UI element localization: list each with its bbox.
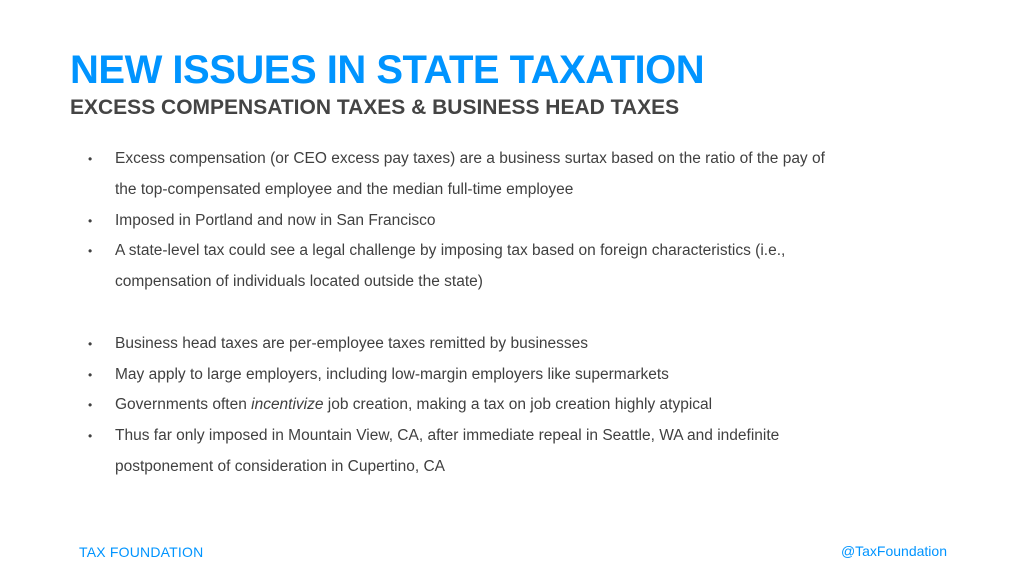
bullet-text: Excess compensation (or CEO excess pay taxes) are a business surtax based on the ratio of the pay of the top-compensated employee and the median full-time employee [115,150,825,198]
footer-handle: @TaxFoundation [840,543,947,559]
bullet-head-taxes [88,329,848,360]
bullet-text: Business head taxes are per-employee taxes remitted by businesses [115,334,588,352]
bullet-dot-icon: • [88,152,93,166]
bullet-text-after: job creation, making a tax on job creation highly atypical [323,396,713,414]
bullet-excess-compensation [88,144,848,206]
bullet-text-emphasis: incentivize [251,396,324,414]
bullet-list [88,144,848,483]
bullet-text: May apply to large employers, including low-margin employers like supermarkets [115,365,669,383]
bullet-text: Thus far only imposed in Mountain View, CA, after immediate repeal in Seattle, WA and indefinite postponement of consideration in Cupertino, CA [115,427,780,475]
bullet-dot-icon: • [88,429,93,444]
bullet-dot-icon: • [88,398,93,413]
bullet-dot-icon: • [88,367,93,382]
bullet-dot-icon: • [88,336,93,351]
footer-brand: TAX FOUNDATION [79,544,204,560]
bullet-mountain-view [88,421,848,483]
slide-title: NEW ISSUES IN STATE TAXATION [70,48,705,92]
bullet-incentivize [88,390,848,421]
bullet-dot-icon: • [88,213,93,228]
slide-subtitle: EXCESS COMPENSATION TAXES & BUSINESS HEAD TAXES [70,96,680,119]
bullet-legal-challenge [88,236,848,298]
bullet-group-spacer [88,298,848,329]
bullet-dot-icon: • [88,244,93,259]
bullet-text-before: Governments often [115,396,252,414]
bullet-imposed-portland [88,206,848,237]
bullet-text: A state-level tax could see a legal challenge by imposing tax based on foreign characteristics (i.e., compensation of individuals located outside the state) [115,242,786,291]
bullet-text: Imposed in Portland and now in San Francisco [115,211,436,229]
bullet-large-employers [88,360,848,391]
